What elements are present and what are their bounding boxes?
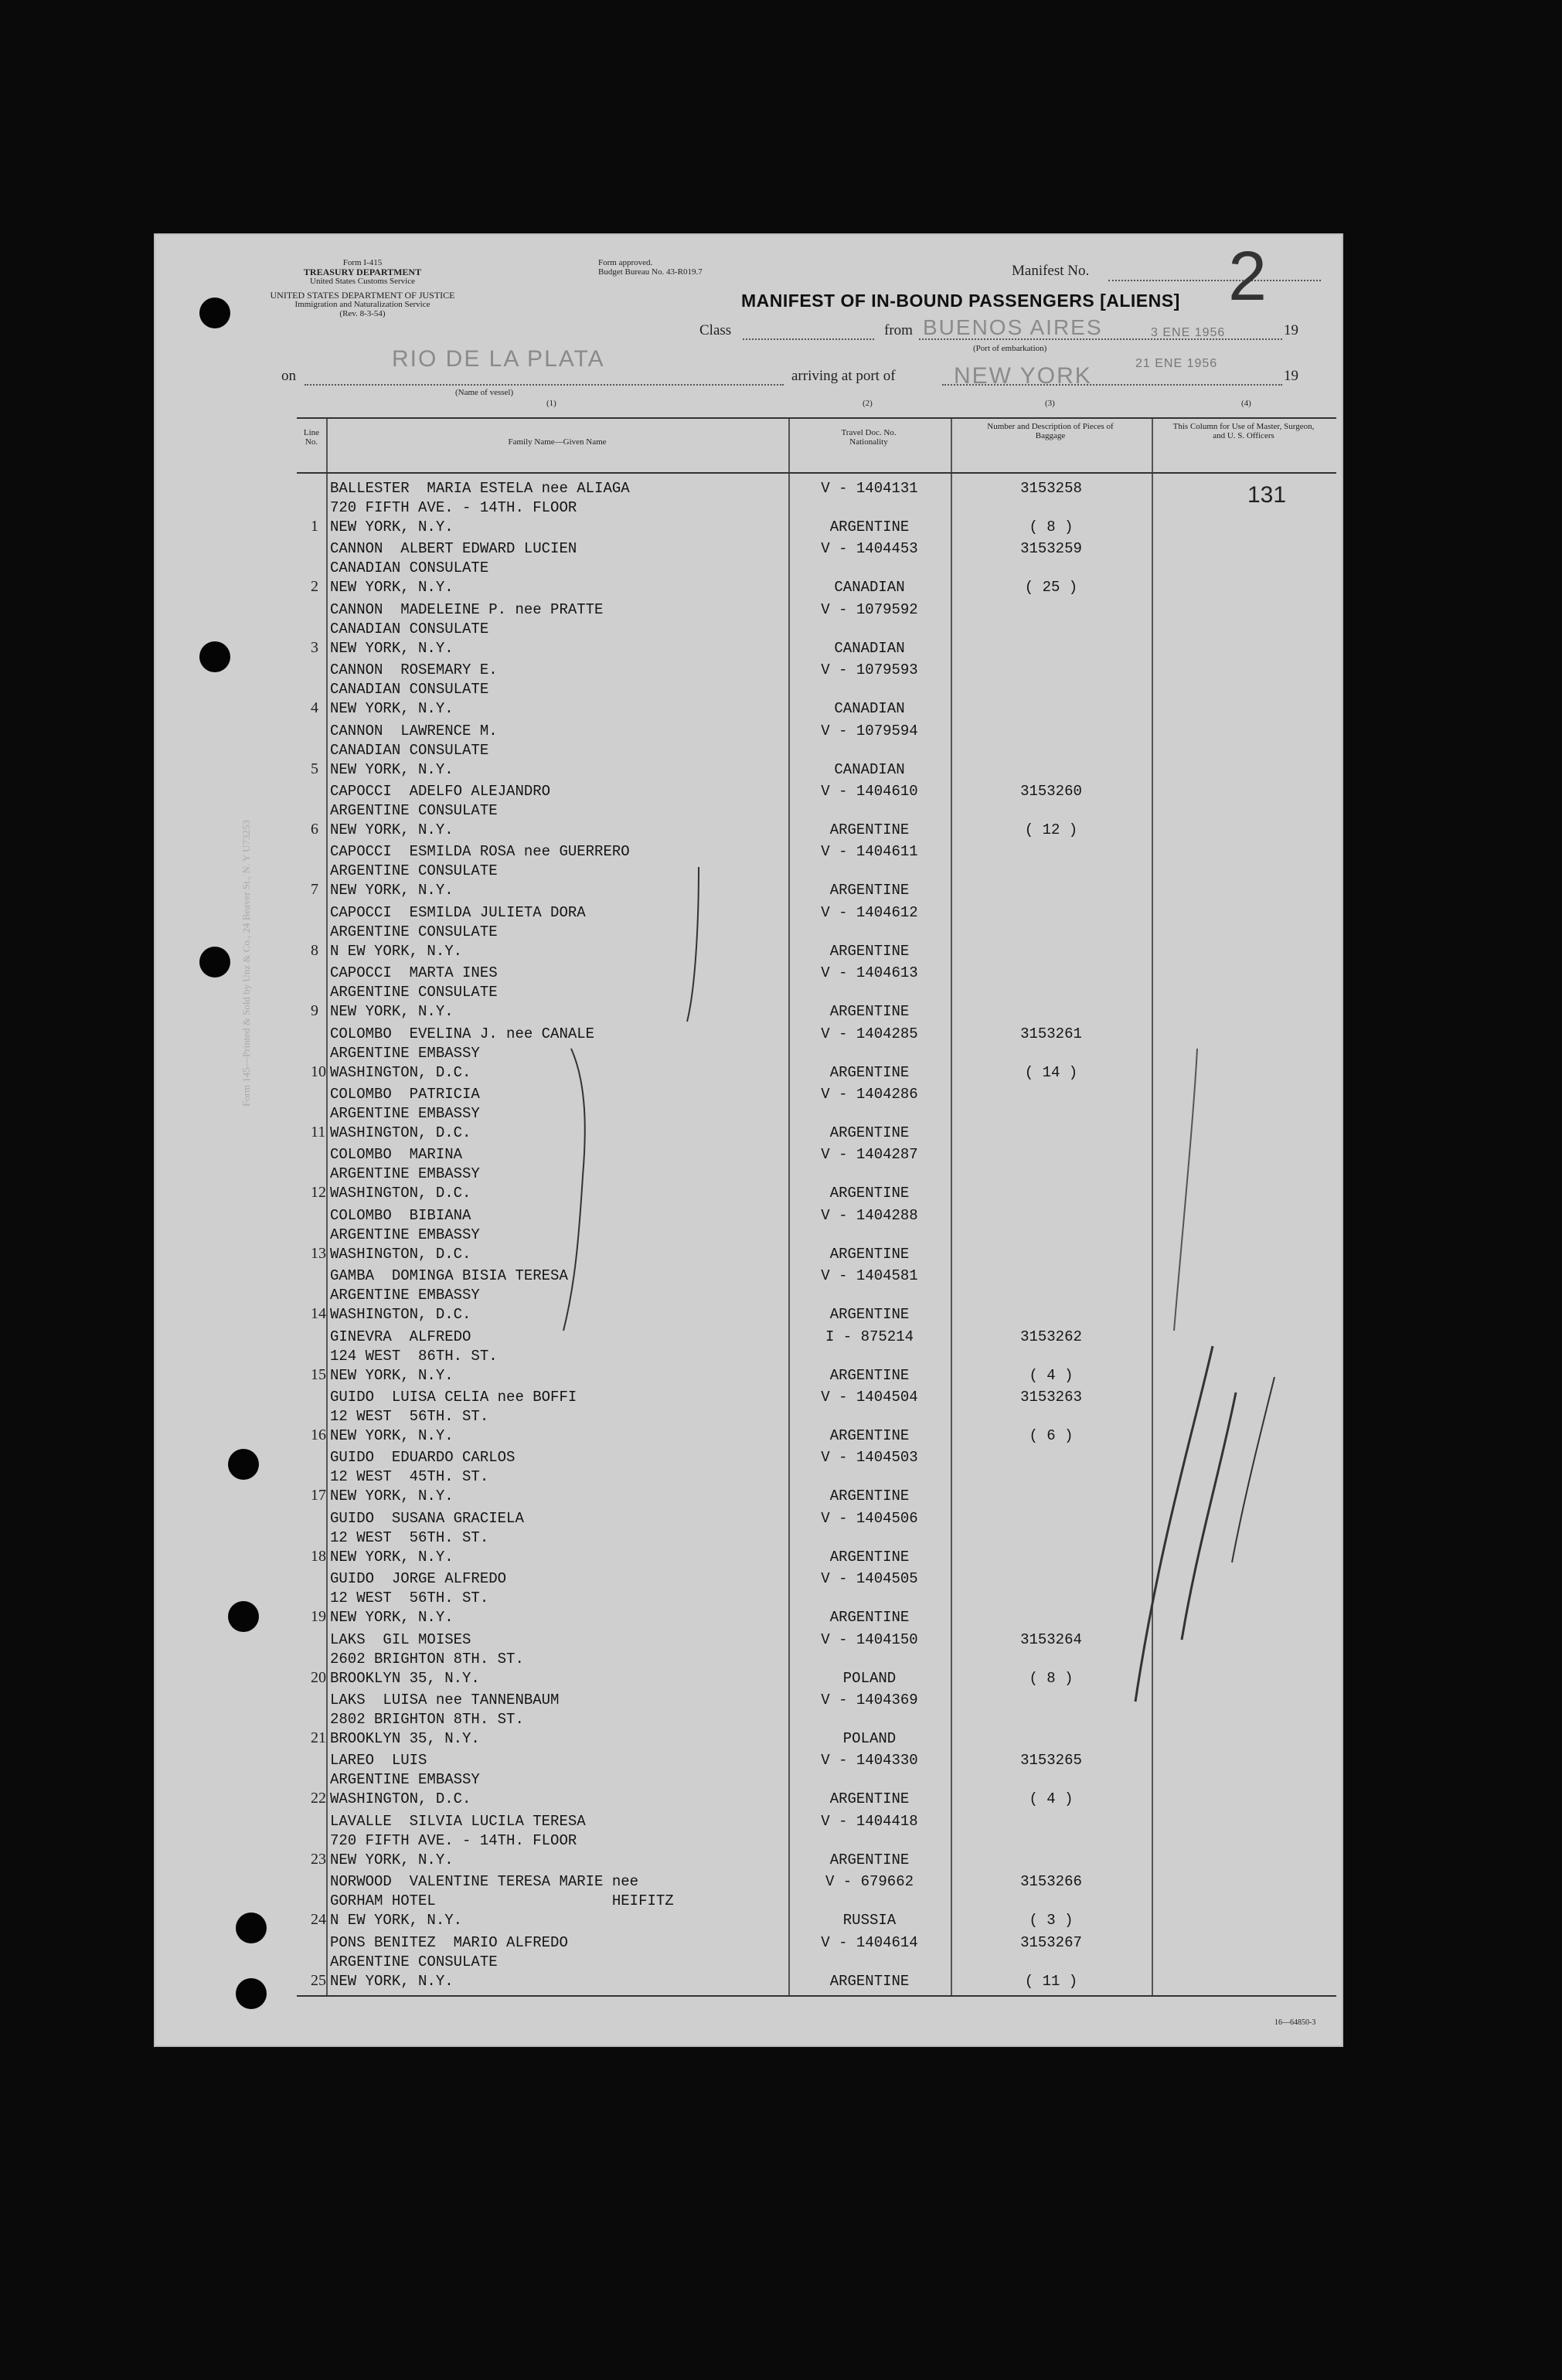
passenger-name: CANNON LAWRENCE M. [330, 722, 498, 740]
baggage-number: 3153261 [1020, 1025, 1082, 1042]
arriving-label: arriving at port of [791, 368, 896, 384]
nationality: CANADIAN [834, 579, 905, 597]
travel-doc-number: V - 1404131 [821, 480, 918, 497]
num-1: (1) [546, 399, 556, 408]
passenger-name: CAPOCCI ADELFO ALEJANDRO [330, 783, 551, 800]
nationality: CANADIAN [834, 639, 905, 657]
nationality: ARGENTINE [829, 1063, 910, 1081]
address-line: CANADIAN CONSULATE [330, 741, 489, 759]
travel-doc-number: V - 1404614 [821, 1933, 918, 1951]
manifest-title: MANIFEST OF IN-BOUND PASSENGERS [ALIENS] [741, 291, 1180, 311]
travel-doc-number: V - 1404504 [821, 1389, 918, 1406]
form-number: Form I-415 [342, 258, 383, 267]
punch-hole [228, 1449, 259, 1480]
travel-doc-number: I - 875214 [825, 1328, 914, 1345]
nationality: ARGENTINE [829, 1185, 910, 1202]
punch-hole [236, 1978, 267, 2009]
address-line: ARGENTINE EMBASSY [330, 1105, 480, 1122]
col-name: Family Name—Given Name [508, 437, 607, 447]
baggage-number: 3153267 [1020, 1933, 1082, 1951]
travel-doc-number: V - 1404285 [821, 1025, 918, 1042]
passenger-name: COLOMBO PATRICIA [330, 1086, 480, 1103]
embarkation-label: (Port of embarkation) [973, 344, 1047, 353]
year-1: 19 [1284, 322, 1298, 338]
address-line: WASHINGTON, D.C. [330, 1790, 471, 1808]
address-line: ARGENTINE EMBASSY [330, 1771, 480, 1789]
baggage-pieces: ( 4 ) [1029, 1366, 1074, 1384]
line-number: 16 [311, 1426, 326, 1443]
nationality: ARGENTINE [829, 1427, 910, 1444]
address-line: ARGENTINE EMBASSY [330, 1226, 480, 1243]
address-line: 124 WEST 86TH. ST. [330, 1347, 498, 1365]
line-number: 5 [311, 760, 318, 777]
baggage-number: 3153259 [1020, 540, 1082, 558]
baggage-pieces: ( 8 ) [1029, 518, 1074, 536]
num-2: (2) [863, 399, 873, 408]
line-number: 13 [311, 1244, 326, 1262]
address-line: CANADIAN CONSULATE [330, 559, 489, 577]
baggage-pieces: ( 11 ) [1024, 1972, 1078, 1990]
vessel-label: (Name of vessel) [455, 388, 514, 397]
line-number: 14 [311, 1305, 326, 1323]
punch-hole [228, 1601, 259, 1632]
passenger-name: CANNON ALBERT EDWARD LUCIEN [330, 540, 577, 558]
address-line: 12 WEST 56TH. ST. [330, 1590, 489, 1607]
line-number: 15 [311, 1365, 326, 1383]
travel-doc-number: V - 1404506 [821, 1509, 918, 1527]
address-line: NEW YORK, N.Y. [330, 1972, 454, 1990]
address-line: NEW YORK, N.Y. [330, 1548, 454, 1566]
nationality: ARGENTINE [829, 1609, 910, 1627]
address-line: WASHINGTON, D.C. [330, 1124, 471, 1141]
punch-hole [199, 947, 230, 978]
punch-hole [236, 1912, 267, 1943]
address-line: ARGENTINE EMBASSY [330, 1287, 480, 1304]
travel-doc-number: V - 1404612 [821, 903, 918, 921]
travel-doc-number: V - 1404288 [821, 1206, 918, 1224]
passenger-name: LAREO LUIS [330, 1752, 427, 1770]
address-line: NEW YORK, N.Y. [330, 1366, 454, 1384]
nationality: CANADIAN [834, 760, 905, 778]
port-of-arrival: NEW YORK [954, 363, 1092, 389]
class-label: Class [699, 322, 732, 338]
travel-doc-number: V - 679662 [825, 1873, 914, 1891]
manifest-label: Manifest No. [1012, 263, 1090, 279]
nationality: ARGENTINE [829, 1790, 910, 1808]
baggage-number: 3153263 [1020, 1389, 1082, 1406]
travel-doc-number: V - 1079593 [821, 661, 918, 679]
baggage-pieces: ( 12 ) [1024, 821, 1078, 838]
justice-dept: UNITED STATES DEPARTMENT OF JUSTICE [270, 290, 455, 301]
year-2: 19 [1284, 368, 1298, 384]
address-line: BROOKLYN 35, N.Y. [330, 1669, 480, 1687]
address-line: NEW YORK, N.Y. [330, 1427, 454, 1444]
line-number: 24 [311, 1911, 326, 1929]
line-number: 7 [311, 881, 318, 899]
nationality: ARGENTINE [829, 942, 910, 960]
passenger-name: GAMBA DOMINGA BISIA TERESA [330, 1267, 568, 1285]
port-of-embarkation: BUENOS AIRES [923, 315, 1103, 339]
line-number: 8 [311, 941, 318, 959]
immigration-service: Immigration and Naturalization Service [294, 300, 430, 309]
address-line: WASHINGTON, D.C. [330, 1306, 471, 1324]
travel-doc-number: V - 1079592 [821, 600, 918, 618]
passenger-name: CAPOCCI MARTA INES [330, 964, 498, 982]
baggage-number: 3153265 [1020, 1752, 1082, 1770]
address-line: WASHINGTON, D.C. [330, 1185, 471, 1202]
travel-doc-number: V - 1404613 [821, 964, 918, 982]
baggage-pieces: ( 25 ) [1024, 579, 1078, 597]
baggage-number: 3153264 [1020, 1630, 1082, 1648]
punch-hole [199, 641, 230, 672]
address-line: ARGENTINE CONSULATE [330, 923, 498, 940]
col-baggage: Number and Description of Pieces of Baggage [987, 422, 1114, 440]
line-number: 9 [311, 1002, 318, 1020]
line-number: 21 [311, 1729, 326, 1746]
address-line: ARGENTINE EMBASSY [330, 1044, 480, 1062]
baggage-number: 3153260 [1020, 783, 1082, 800]
address-line: NEW YORK, N.Y. [330, 882, 454, 899]
officer-note: 131 [1247, 482, 1287, 508]
address-line: NEW YORK, N.Y. [330, 821, 454, 838]
passenger-name: GINEVRA ALFREDO [330, 1328, 471, 1345]
travel-doc-number: V - 1079594 [821, 722, 918, 740]
address-line: ARGENTINE CONSULATE [330, 1953, 498, 1970]
col-line-no: Line No. [303, 428, 320, 447]
address-line: 720 FIFTH AVE. - 14TH. FLOOR [330, 1831, 577, 1849]
travel-doc-number: V - 1404611 [821, 843, 918, 861]
address-line: NEW YORK, N.Y. [330, 1003, 454, 1021]
address-line: 720 FIFTH AVE. - 14TH. FLOOR [330, 499, 577, 516]
baggage-number: 3153262 [1020, 1328, 1082, 1345]
address-line: N EW YORK, N.Y. [330, 942, 463, 960]
manifest-page [154, 233, 1343, 2047]
baggage-pieces: ( 14 ) [1024, 1063, 1078, 1081]
line-number: 20 [311, 1668, 326, 1686]
address-line: ARGENTINE CONSULATE [330, 862, 498, 880]
col-travel-doc: Travel Doc. No. Nationality [841, 428, 897, 447]
passenger-name: GUIDO EDUARDO CARLOS [330, 1449, 516, 1467]
baggage-number: 3153266 [1020, 1873, 1082, 1891]
address-line: 12 WEST 56TH. ST. [330, 1408, 489, 1425]
handwriting-marks [154, 233, 1343, 2047]
address-line: GORHAM HOTEL HEIFITZ [330, 1892, 674, 1910]
passenger-name: GUIDO LUISA CELIA nee BOFFI [330, 1389, 577, 1406]
passenger-name: COLOMBO MARINA [330, 1146, 463, 1164]
manifest-number: 2 [1228, 238, 1268, 315]
baggage-number: 3153258 [1020, 480, 1082, 497]
passenger-name: CANNON ROSEMARY E. [330, 661, 498, 679]
passenger-name: CAPOCCI ESMILDA ROSA nee GUERRERO [330, 843, 630, 861]
address-line: CANADIAN CONSULATE [330, 681, 489, 699]
nationality: ARGENTINE [829, 1972, 910, 1990]
line-number: 17 [311, 1487, 326, 1504]
nationality: ARGENTINE [829, 882, 910, 899]
passenger-name: GUIDO JORGE ALFREDO [330, 1570, 507, 1588]
line-number: 6 [311, 821, 318, 838]
passenger-name: PONS BENITEZ MARIO ALFREDO [330, 1933, 568, 1951]
departure-date-stamp: 3 ENE 1956 [1151, 326, 1226, 339]
budget-bureau: Budget Bureau No. 43-R019.7 [598, 267, 703, 277]
passenger-name: COLOMBO BIBIANA [330, 1206, 471, 1224]
address-line: 2602 BRIGHTON 8TH. ST. [330, 1650, 524, 1668]
form-approved: Form approved. [598, 258, 653, 267]
printer-imprint: Form 145—Printed & Sold by Unz & Co., 24 Beaver St., N. Y U73253 [240, 820, 252, 1107]
line-number: 22 [311, 1790, 326, 1807]
nationality: ARGENTINE [829, 1548, 910, 1566]
vessel-name: RIO DE LA PLATA [392, 346, 605, 372]
travel-doc-number: V - 1404453 [821, 540, 918, 558]
on-label: on [281, 368, 296, 384]
line-number: 12 [311, 1184, 326, 1202]
travel-doc-number: V - 1404610 [821, 783, 918, 800]
line-number: 23 [311, 1850, 326, 1868]
baggage-pieces: ( 4 ) [1029, 1790, 1074, 1808]
travel-doc-number: V - 1404418 [821, 1812, 918, 1830]
nationality: POLAND [842, 1730, 897, 1747]
nationality: POLAND [842, 1669, 897, 1687]
address-line: BROOKLYN 35, N.Y. [330, 1730, 480, 1747]
address-line: NEW YORK, N.Y. [330, 1851, 454, 1868]
travel-doc-number: V - 1404286 [821, 1086, 918, 1103]
travel-doc-number: V - 1404330 [821, 1752, 918, 1770]
baggage-pieces: ( 8 ) [1029, 1669, 1074, 1687]
passenger-name: NORWOOD VALENTINE TERESA MARIE nee [330, 1873, 639, 1891]
nationality: ARGENTINE [829, 518, 910, 536]
passenger-name: CANNON MADELEINE P. nee PRATTE [330, 600, 604, 618]
address-line: NEW YORK, N.Y. [330, 518, 454, 536]
line-number: 4 [311, 699, 318, 717]
address-line: ARGENTINE EMBASSY [330, 1165, 480, 1183]
line-number: 25 [311, 1971, 326, 1989]
nationality: ARGENTINE [829, 1851, 910, 1868]
passenger-name: CAPOCCI ESMILDA JULIETA DORA [330, 903, 586, 921]
nationality: ARGENTINE [829, 1245, 910, 1263]
address-line: N EW YORK, N.Y. [330, 1912, 463, 1930]
line-number: 3 [311, 638, 318, 656]
address-line: NEW YORK, N.Y. [330, 579, 454, 597]
travel-doc-number: V - 1404287 [821, 1146, 918, 1164]
baggage-pieces: ( 6 ) [1029, 1427, 1074, 1444]
passenger-name: COLOMBO EVELINA J. nee CANALE [330, 1025, 595, 1042]
customs-service: United States Customs Service [310, 277, 415, 286]
nationality: ARGENTINE [829, 1306, 910, 1324]
address-line: NEW YORK, N.Y. [330, 639, 454, 657]
travel-doc-number: V - 1404150 [821, 1630, 918, 1648]
address-line: 12 WEST 56TH. ST. [330, 1528, 489, 1546]
passenger-name: BALLESTER MARIA ESTELA nee ALIAGA [330, 480, 630, 497]
travel-doc-number: V - 1404369 [821, 1692, 918, 1708]
line-number: 18 [311, 1547, 326, 1565]
line-number: 2 [311, 578, 318, 596]
nationality: ARGENTINE [829, 1124, 910, 1141]
travel-doc-number: V - 1404503 [821, 1449, 918, 1467]
address-line: NEW YORK, N.Y. [330, 700, 454, 718]
nationality: RUSSIA [842, 1912, 897, 1930]
arrival-date-stamp: 21 ENE 1956 [1135, 357, 1218, 370]
address-line: ARGENTINE CONSULATE [330, 984, 498, 1001]
travel-doc-number: V - 1404581 [821, 1267, 918, 1285]
punch-hole [199, 298, 230, 328]
nationality: ARGENTINE [829, 1488, 910, 1505]
address-line: ARGENTINE CONSULATE [330, 802, 498, 819]
address-line: 2802 BRIGHTON 8TH. ST. [330, 1711, 524, 1728]
num-3: (3) [1045, 399, 1055, 408]
nationality: ARGENTINE [829, 821, 910, 838]
passenger-name: LAVALLE SILVIA LUCILA TERESA [330, 1812, 586, 1830]
nationality: ARGENTINE [829, 1366, 910, 1384]
line-number: 19 [311, 1608, 326, 1626]
passenger-name: LAKS GIL MOISES [330, 1630, 471, 1648]
address-line: NEW YORK, N.Y. [330, 760, 454, 778]
passenger-name: LAKS LUISA nee TANNENBAUM [330, 1692, 560, 1708]
line-number: 11 [311, 1124, 326, 1141]
address-line: NEW YORK, N.Y. [330, 1609, 454, 1627]
nationality: CANADIAN [834, 700, 905, 718]
from-label: from [884, 322, 913, 338]
line-number: 1 [311, 518, 318, 535]
revision: (Rev. 8-3-54) [339, 309, 386, 318]
address-line: 12 WEST 45TH. ST. [330, 1468, 489, 1486]
treasury-dept: TREASURY DEPARTMENT [303, 267, 422, 277]
footer-code: 16—64850-3 [1274, 2018, 1316, 2027]
address-line: WASHINGTON, D.C. [330, 1063, 471, 1081]
num-4: (4) [1241, 399, 1251, 408]
baggage-pieces: ( 3 ) [1029, 1912, 1074, 1930]
address-line: CANADIAN CONSULATE [330, 620, 489, 638]
col-officers: This Column for Use of Master, Surgeon, and U. S. Officers [1172, 422, 1315, 440]
travel-doc-number: V - 1404505 [821, 1570, 918, 1588]
address-line: WASHINGTON, D.C. [330, 1245, 471, 1263]
passenger-name: GUIDO SUSANA GRACIELA [330, 1509, 524, 1527]
address-line: NEW YORK, N.Y. [330, 1488, 454, 1505]
nationality: ARGENTINE [829, 1003, 910, 1021]
line-number: 10 [311, 1062, 326, 1080]
